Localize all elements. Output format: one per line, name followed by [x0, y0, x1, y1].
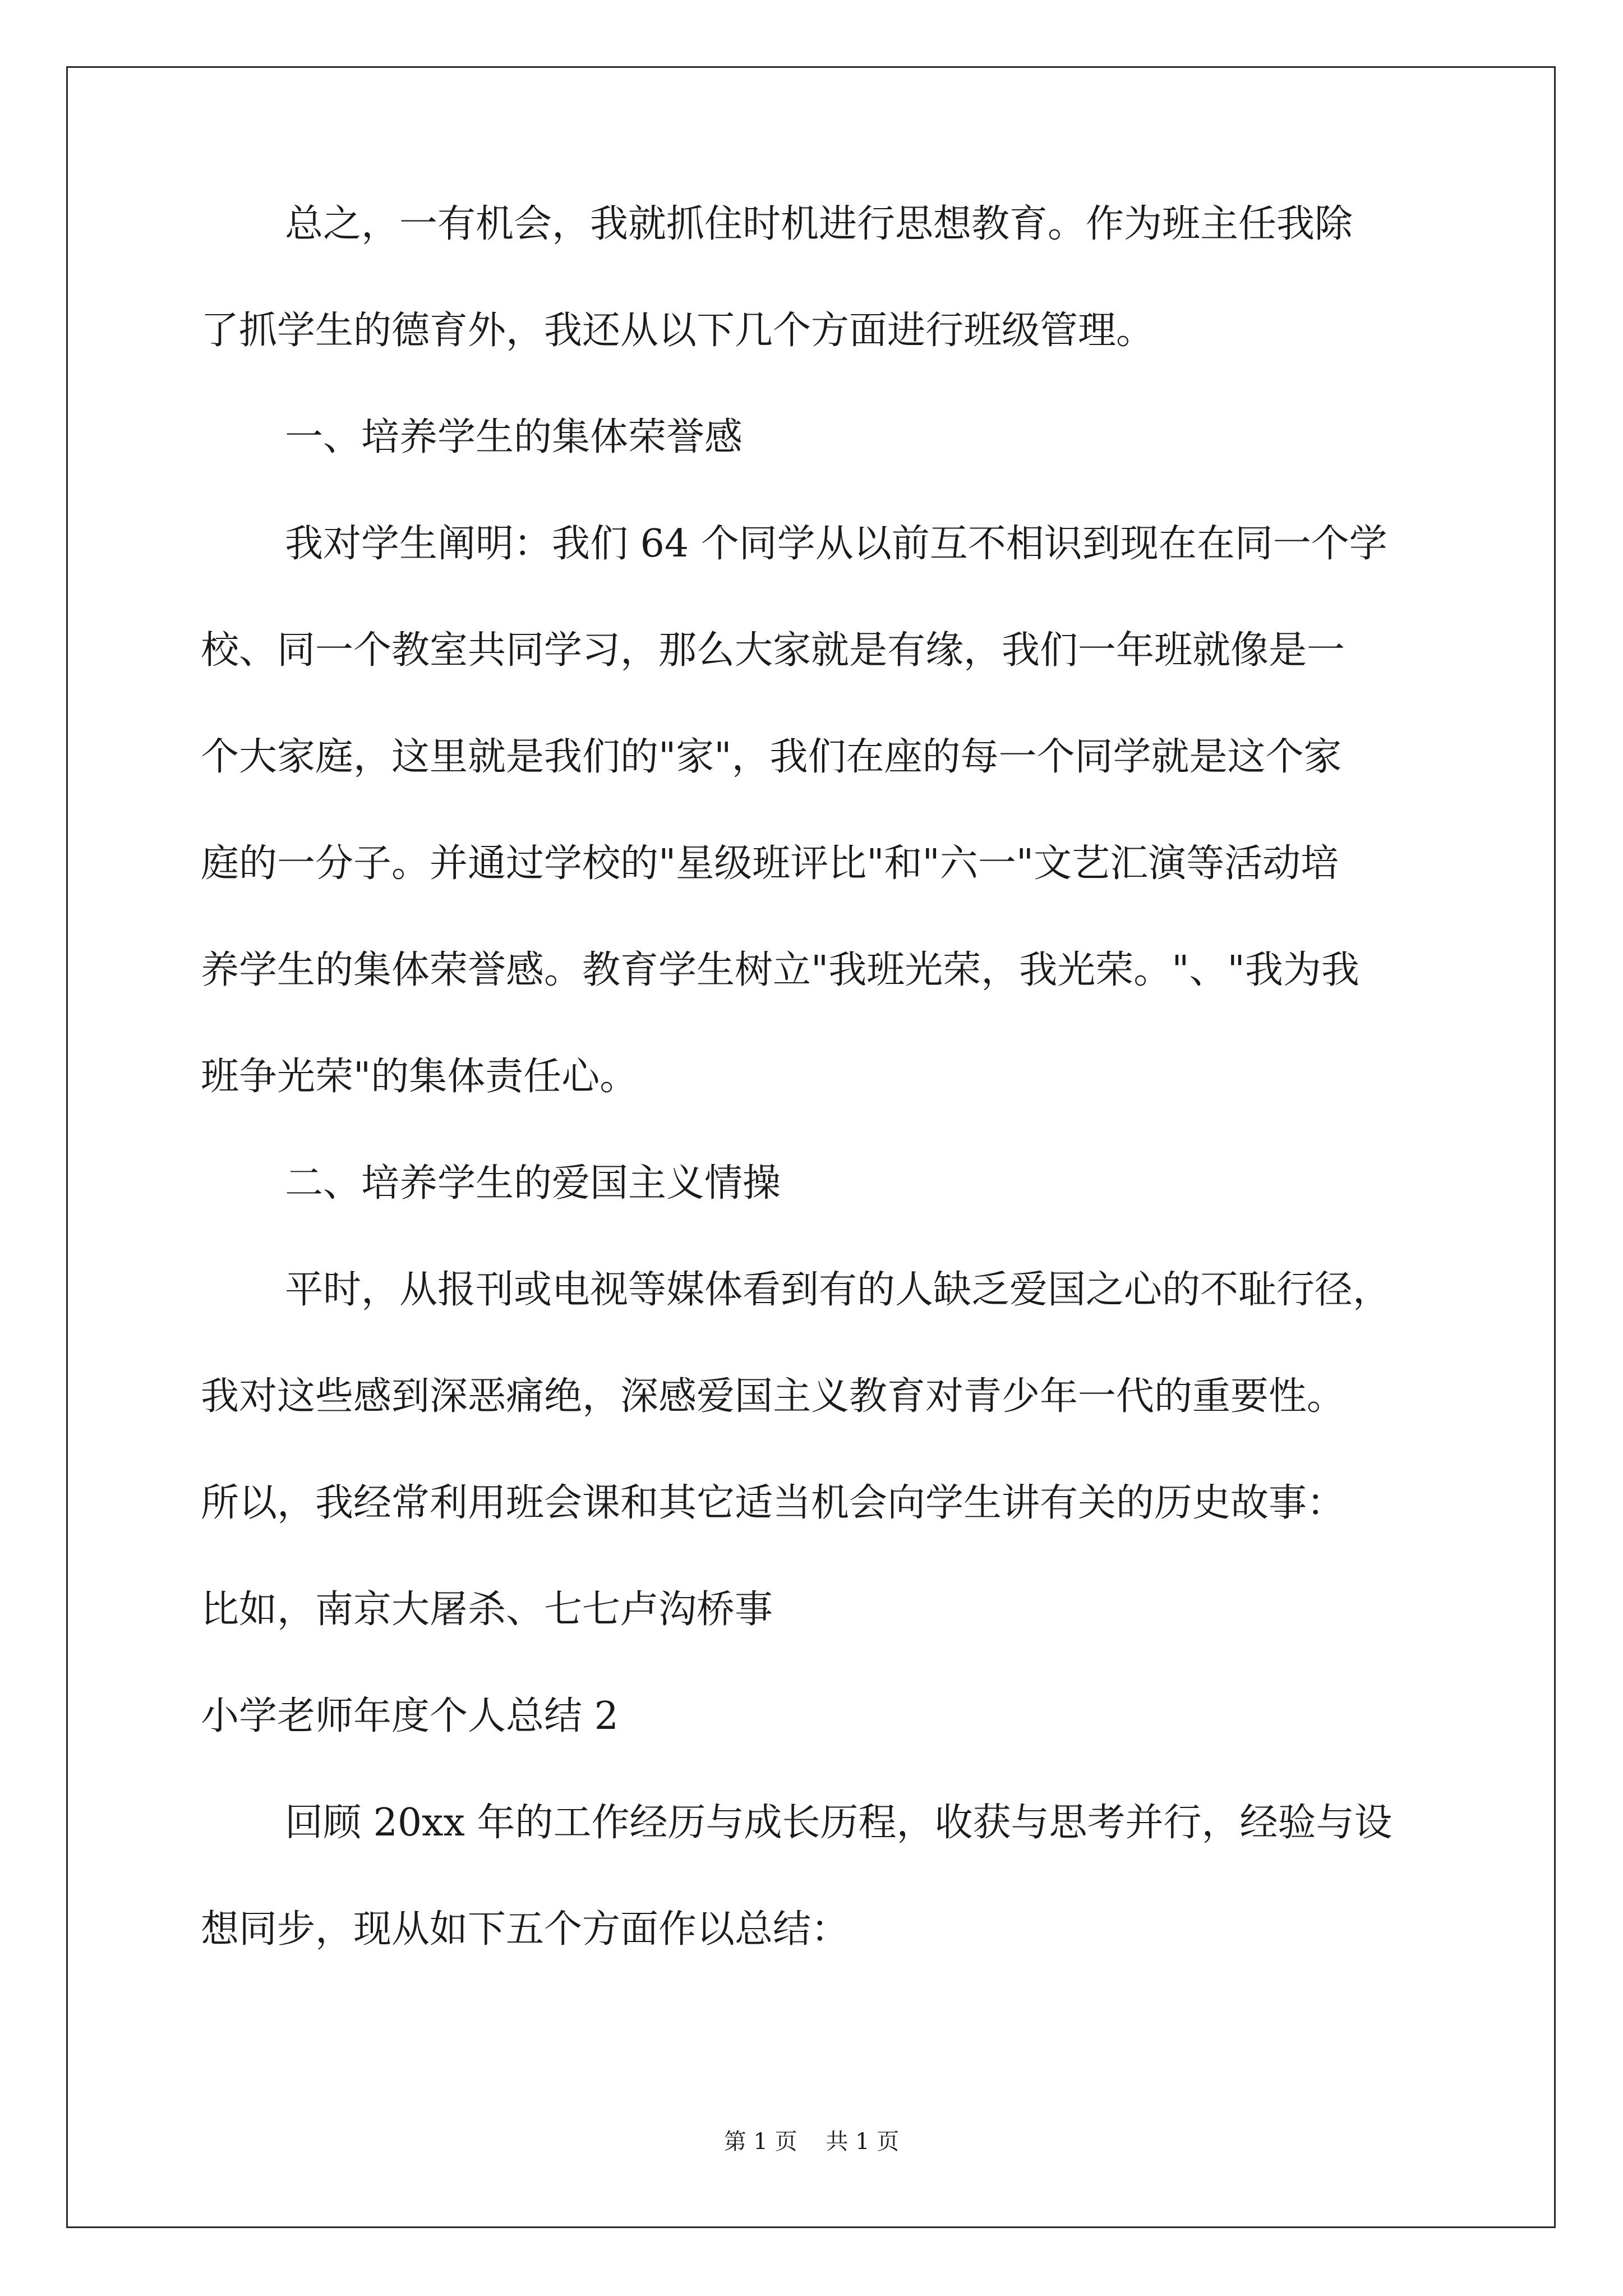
article-title: 小学老师年度个人总结 2 — [201, 1694, 619, 1738]
text-line: 班争光荣"的集体责任心。 — [201, 1055, 638, 1099]
text-line: 回顾 20xx 年的工作经历与成长历程，收获与思考并行，经验与设 — [285, 1801, 1393, 1845]
text-line: 校、同一个教室共同学习，那么大家就是有缘，我们一年班就像是一 — [201, 628, 1345, 673]
text-line: 所以，我经常利用班会课和其它适当机会向学生讲有关的历史故事： — [201, 1481, 1345, 1525]
text-line: 平时，从报刊或电视等媒体看到有的人缺乏爱国之心的不耻行径， — [285, 1268, 1391, 1312]
text-line: 我对这些感到深恶痛绝，深感爱国主义教育对青少年一代的重要性。 — [201, 1374, 1345, 1419]
text-line: 比如，南京大屠杀、七七卢沟桥事 — [201, 1588, 773, 1632]
section-heading: 二、培养学生的爱国主义情操 — [285, 1161, 781, 1205]
text-line: 了抓学生的德育外，我还从以下几个方面进行班级管理。 — [201, 309, 1155, 353]
text-line: 我对学生阐明：我们 64 个同学从以前互不相识到现在在同一个学 — [285, 522, 1387, 566]
text-line: 想同步，现从如下五个方面作以总结： — [201, 1907, 850, 1952]
section-heading: 一、培养学生的集体荣誉感 — [285, 415, 743, 459]
text-line: 个大家庭，这里就是我们的"家"，我们在座的每一个同学就是这个家 — [201, 735, 1342, 779]
text-line: 总之，一有机会，我就抓住时机进行思想教育。作为班主任我除 — [285, 202, 1353, 246]
page-footer: 第 1 页 共 1 页 — [723, 2129, 900, 2155]
text-line: 养学生的集体荣誉感。教育学生树立"我班光荣，我光荣。"、"我为我 — [201, 948, 1359, 992]
text-line: 庭的一分子。并通过学校的"星级班评比"和"六一"文艺汇演等活动培 — [201, 841, 1339, 886]
